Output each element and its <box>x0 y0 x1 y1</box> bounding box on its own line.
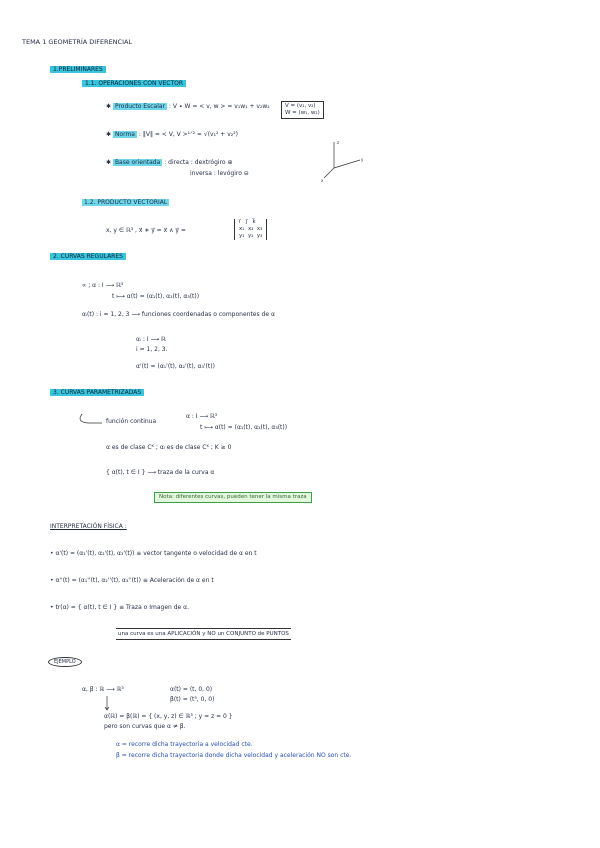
vector-definitions-box: V = (v₁, v₂) W = (w₁, w₂) <box>281 101 324 119</box>
subsection-1-2-title: 1.2. PRODUCTO VECTORIAL <box>84 199 168 206</box>
svg-text:y: y <box>361 157 364 162</box>
svg-text:x: x <box>321 178 324 183</box>
class-ck: α es de clase Cᴷ ; αᵢ es de clase Cᴷ ; K ≥ 0 <box>106 444 232 451</box>
alpha-prime: α'(t) = (α₁'(t), α₂'(t), α₃'(t)) <box>136 363 215 370</box>
section-1-title: 1.PRELIMINARES <box>50 66 106 74</box>
cross-product-matrix: i⃗ j⃗ k⃗ x₁ x₂ x₃ y₁ y₂ y₃ <box>234 219 267 240</box>
base-oriented-line: ✱ Base orientada : directa : dextrógiro ⊕ <box>106 159 233 166</box>
subsection-1-1-title: 1.1. OPERACIONES CON VECTOR <box>82 80 186 88</box>
example-image-set: α(ℝ) = β(ℝ) = { (x, y, z) ∈ ℝ³ ; y = z = 0 } <box>104 713 233 720</box>
trace-line: • tr(α) = { α(t), t ∈ I } ≡ Traza o Imagen de α. <box>50 604 190 611</box>
alpha-i-index: i = 1, 2, 3. <box>136 346 168 353</box>
continuous-function: función continua <box>106 418 157 425</box>
base-inverse-line: inversa : levógiro ⊖ <box>190 170 249 177</box>
section-2-title: 2. CURVAS REGULARES <box>50 253 126 261</box>
axes-sketch-icon <box>320 138 370 183</box>
velocity-line: • α'(t) = (α₁'(t), α₂'(t), α₃'(t)) ≡ vector tangente o velocidad de α en t <box>50 550 257 557</box>
example-definition: α, β : ℝ ⟶ ℝ³ <box>82 686 124 693</box>
curved-arrow-icon <box>76 412 106 426</box>
example-alpha-note: α = recorre dicha trayectoria a velocidad cte. <box>116 741 253 748</box>
physical-interpretation-title: INTERPRETACIÓN FÍSICA : <box>50 523 127 530</box>
acceleration-line: • α''(t) = (α₁''(t), α₂''(t), α₃''(t)) ≡ Aceleración de α en t <box>50 577 214 584</box>
alpha-definition: ∝ ; α : I ⟶ ℝ³ <box>82 282 124 289</box>
alpha-components: αᵢ(t) : i = 1, 2, 3 ⟶ funciones coordenadas o componentes de α <box>82 311 275 318</box>
curve-application-note: una curva es una APLICACIÓN y NO un CONJUNTO de PUNTOS <box>116 628 291 640</box>
alpha-interval: α : I ⟶ ℝ³ <box>186 413 218 420</box>
section-3-title: 3. CURVAS PARAMETRIZADAS <box>50 389 144 397</box>
down-arrow-icon <box>104 696 110 712</box>
cross-product-formula: x, y ∈ ℝ³ , x⃗ ∗ y⃗ = x⃗ ∧ y⃗ = <box>106 227 186 234</box>
trace-note-box: Nota: diferentes curvas, pueden tener la misma traza <box>154 492 312 503</box>
alpha-mapping: t ⟼ α(t) = (α₁(t), α₂(t), α₃(t)) <box>112 293 200 300</box>
example-different-curves: pero son curvas que α ≠ β. <box>104 723 186 730</box>
alpha-at-t: t ⟼ α(t) = (α₁(t), α₂(t), α₃(t)) <box>200 424 288 431</box>
page-title: TEMA 1 GEOMETRÍA DIFERENCIAL <box>22 38 133 46</box>
alpha-i-mapping: αᵢ : I ⟶ ℝ <box>136 336 166 343</box>
example-beta: β(t) = (t³, 0, 0) <box>170 696 215 703</box>
example-beta-note: β = recorre dicha trayectoria donde dicha velocidad y aceleración NO son cte. <box>116 752 352 759</box>
example-label: EJEMPLO <box>48 657 82 667</box>
trace-definition: { α(t), t ∈ I } ⟶ traza de la curva α <box>106 469 215 476</box>
norm-line: ✱ Norma : ‖V‖ = < V, V >¹ᐟ² = √(v₁² + v₂²) <box>106 131 238 138</box>
example-alpha: α(t) = (t, 0, 0) <box>170 686 213 693</box>
svg-text:z: z <box>337 140 340 145</box>
dot-product-line: ✱ Producto Escalar : V ∙ W = < v, w > = v₁w₁ + v₂w₂ <box>106 103 270 110</box>
